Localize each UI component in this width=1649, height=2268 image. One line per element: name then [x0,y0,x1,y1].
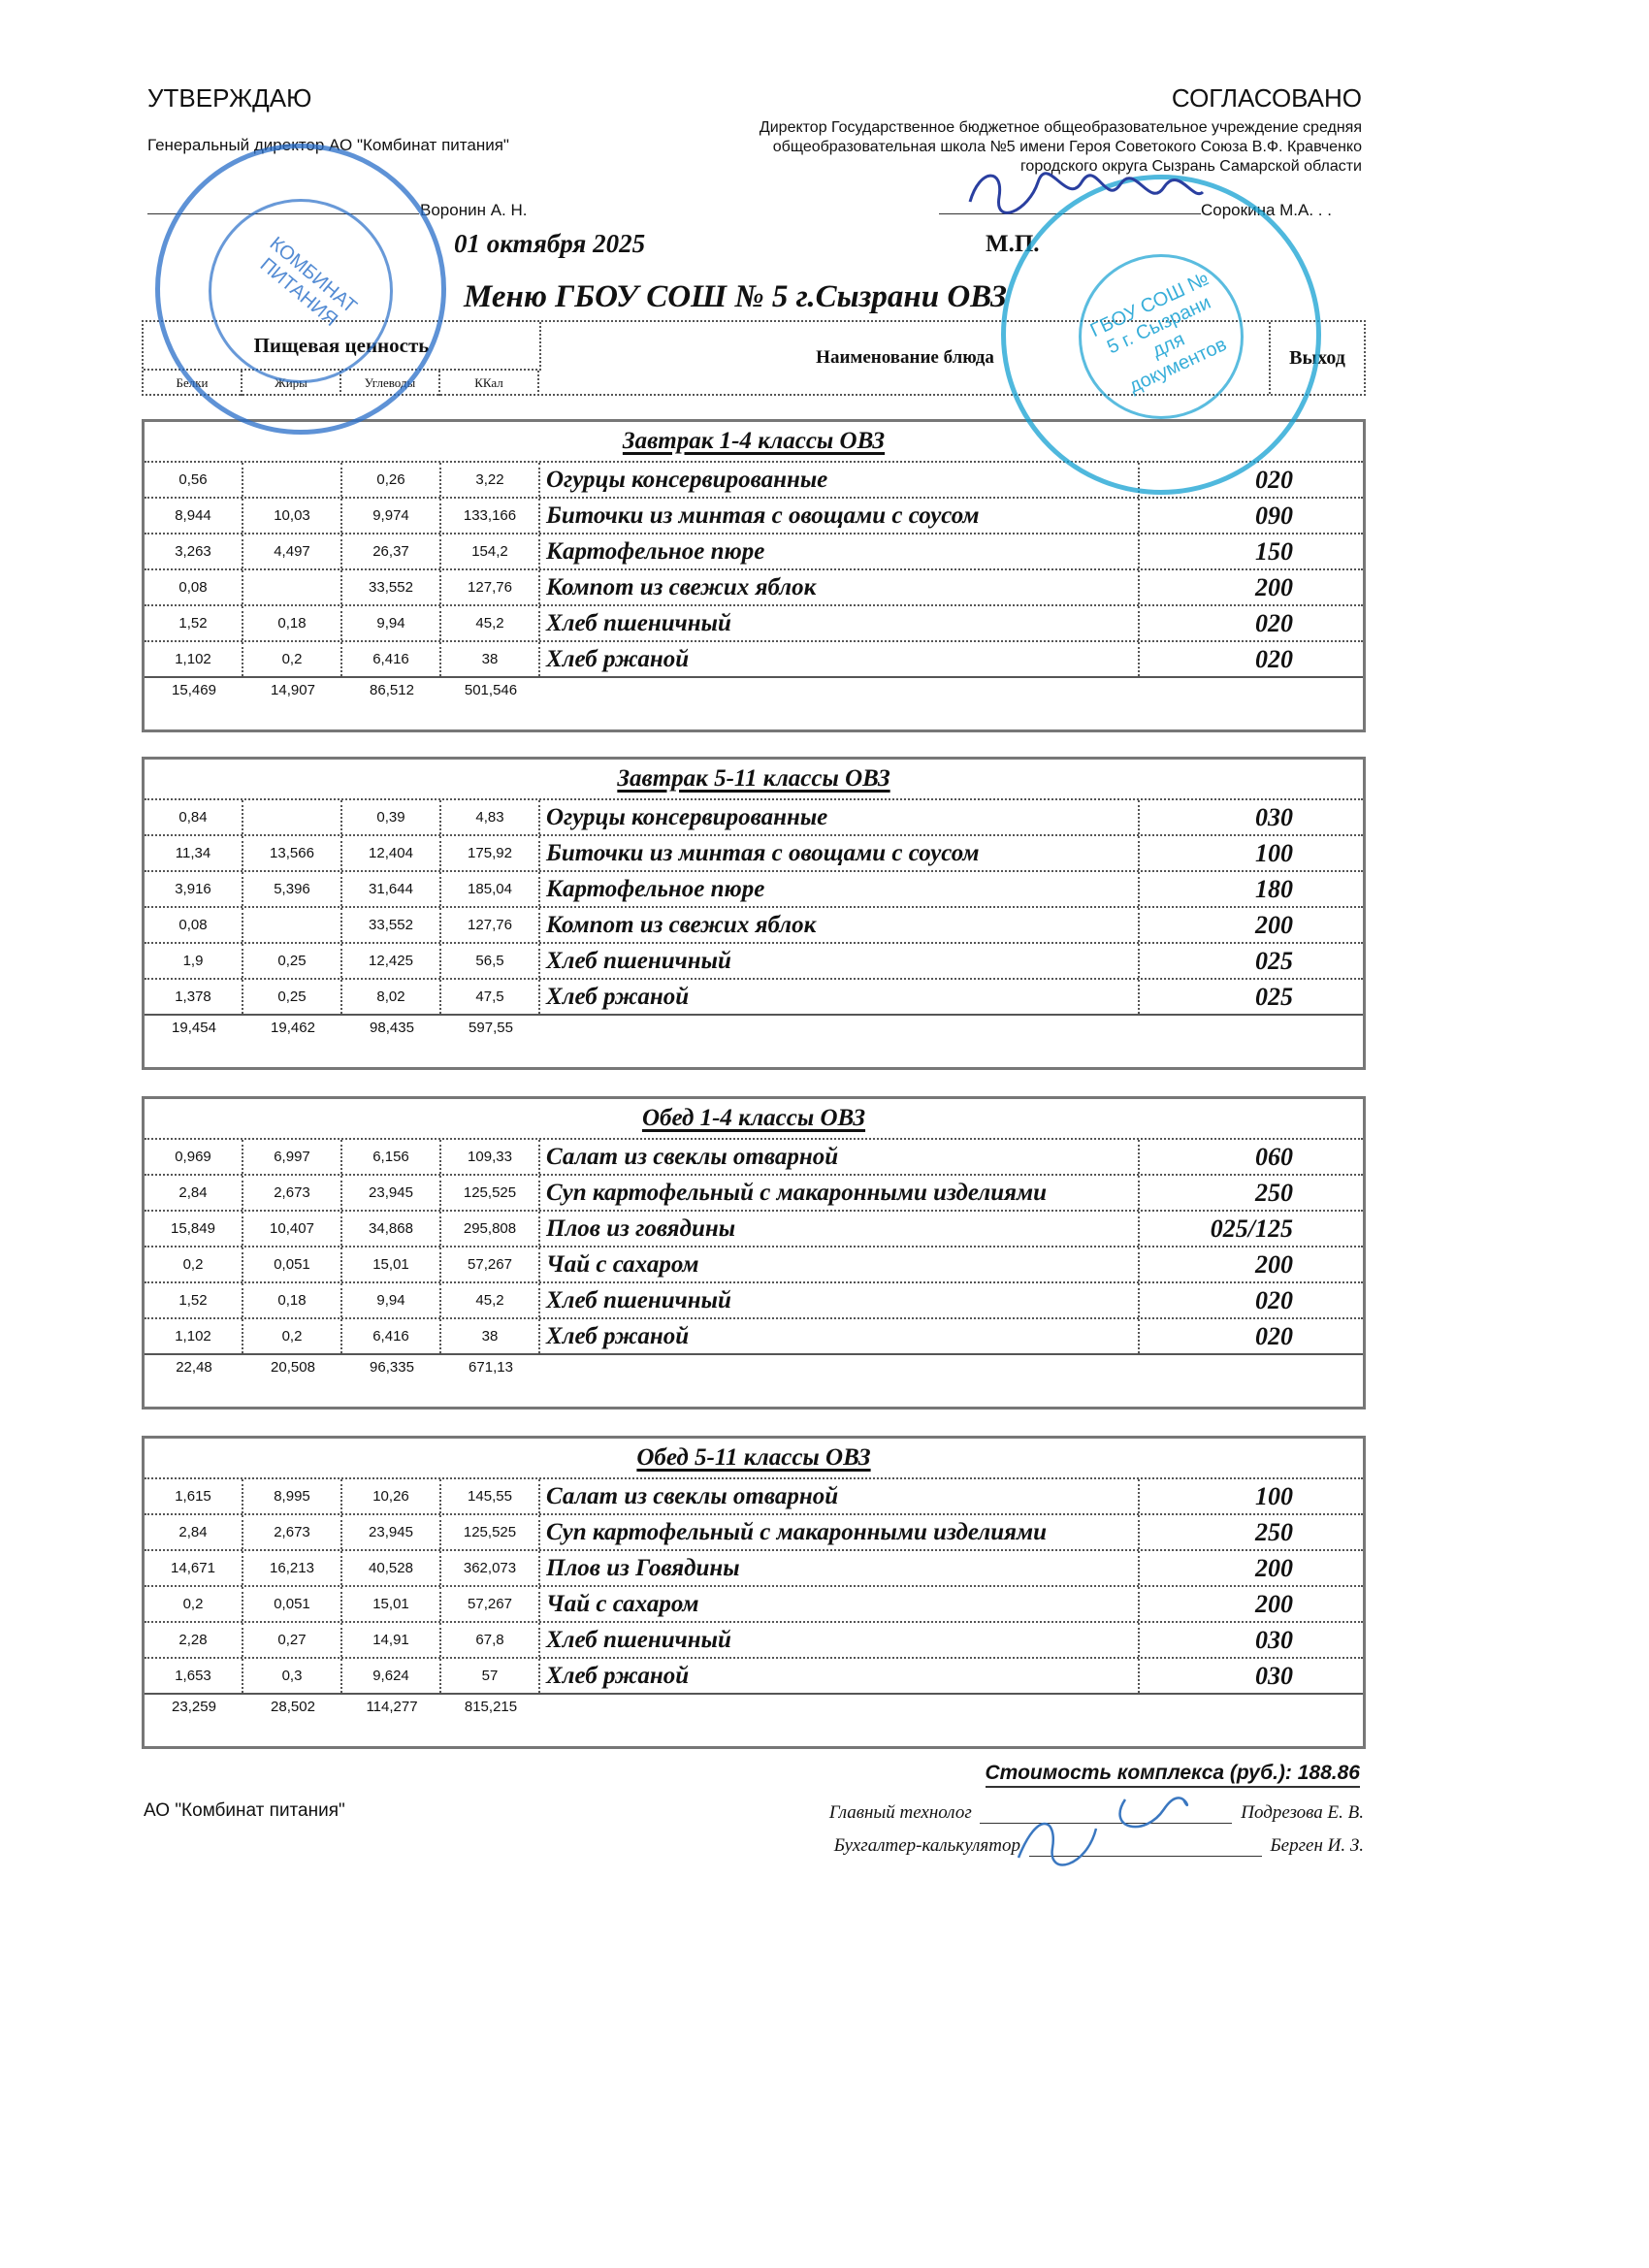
proteins-cell: 0,08 [145,908,243,942]
dish-name-cell: Чай с сахаром [540,1247,1140,1281]
output-cell: 030 [1255,1661,1293,1690]
fats-cell: 0,18 [243,1283,342,1317]
output-cell: 030 [1255,802,1293,831]
approve-signature-line [147,213,419,214]
company-stamp-text: КОМБИНАТ ПИТАНИЯ [255,233,361,331]
output-cell: 025 [1255,946,1293,975]
total-row [145,1353,1363,1407]
menu-row [145,604,1363,640]
dish-name-cell: Салат из свеклы отварной [540,1479,1140,1513]
kcal-cell: 38 [441,1319,540,1353]
fats-cell: 0,25 [243,980,342,1014]
carbs-cell: 6,156 [342,1140,441,1174]
menu-row [145,1657,1363,1693]
proteins-cell: 1,9 [145,944,243,978]
agree-signer-name: Сорокина М.А. . . [1201,201,1332,219]
output-cell: 180 [1255,874,1293,903]
proteins-cell: 15,849 [145,1212,243,1246]
carbs-cell: 33,552 [342,570,441,604]
kcal-cell: 4,83 [441,800,540,834]
carbs-cell: 6,416 [342,642,441,676]
fats-cell [243,908,342,942]
dish-name-cell: Хлеб пшеничный [540,606,1140,640]
agree-role-line: общеобразовательная школа №5 имени Героя Советокого Союза В.Ф. Кравченко [772,139,1362,155]
total-carbs: 86,512 [370,682,414,698]
header-fats: Жиры [242,371,341,396]
kcal-cell: 127,76 [441,570,540,604]
menu-row [145,568,1363,604]
fats-cell: 0,2 [243,642,342,676]
menu-row [145,1210,1363,1246]
dish-name-cell: Биточки из минтая с овощами с соусом [540,836,1140,870]
kcal-cell: 145,55 [441,1479,540,1513]
fats-cell: 0,18 [243,606,342,640]
carbs-cell: 9,94 [342,1283,441,1317]
fats-cell: 4,497 [243,535,342,568]
carbs-cell: 23,945 [342,1515,441,1549]
output-cell: 200 [1255,1553,1293,1582]
section-title-text: Завтрак 1-4 классы ОВЗ [622,428,886,454]
agree-role-line: Директор Государственное бюджетное общеобразовательное учреждение средняя [759,119,1362,136]
proteins-cell: 1,653 [145,1659,243,1693]
fats-cell: 0,051 [243,1247,342,1281]
carbs-cell: 26,37 [342,535,441,568]
output-cell: 020 [1255,1285,1293,1314]
kcal-cell: 45,2 [441,606,540,640]
carbs-cell: 31,644 [342,872,441,906]
kcal-cell: 57 [441,1659,540,1693]
carbs-cell: 15,01 [342,1247,441,1281]
output-cell: 025/125 [1210,1214,1293,1243]
kcal-cell: 57,267 [441,1247,540,1281]
fats-cell: 5,396 [243,872,342,906]
total-carbs: 114,277 [366,1699,418,1715]
menu-row [145,1621,1363,1657]
output-cell: 060 [1255,1142,1293,1171]
kcal-cell: 47,5 [441,980,540,1014]
total-fats: 20,508 [271,1359,315,1376]
total-carbs: 96,335 [370,1359,414,1376]
menu-row [145,497,1363,533]
proteins-cell: 0,969 [145,1140,243,1174]
menu-row [145,1138,1363,1174]
menu-row [145,461,1363,497]
header-dish-name: Наименование блюда [541,322,1271,394]
section-title-text: Обед 5-11 классы ОВЗ [636,1444,871,1471]
fats-cell: 16,213 [243,1551,342,1585]
menu-section-lunch-5-11 [142,1436,1366,1749]
total-proteins: 22,48 [176,1359,212,1376]
fats-cell: 10,407 [243,1212,342,1246]
proteins-cell: 1,102 [145,1319,243,1353]
total-kcal: 671,13 [469,1359,513,1376]
total-fats: 19,462 [271,1020,315,1036]
section-title-text: Обед 1-4 классы ОВЗ [641,1105,866,1131]
kcal-cell: 133,166 [441,499,540,533]
proteins-cell: 14,671 [145,1551,243,1585]
school-stamp-text: ГБОУ СОШ № 5 г. Сызрани для документов [1086,268,1231,398]
kcal-cell: 185,04 [441,872,540,906]
carbs-cell: 0,26 [342,463,441,497]
dish-name-cell: Хлеб ржаной [540,980,1140,1014]
total-row-fill [540,676,1363,729]
total-carbs: 98,435 [370,1020,414,1036]
proteins-cell: 0,2 [145,1247,243,1281]
fats-cell: 0,25 [243,944,342,978]
dish-name-cell: Хлеб ржаной [540,1659,1140,1693]
carbs-cell: 33,552 [342,908,441,942]
total-row [145,676,1363,729]
section-title-text: Завтрак 5-11 классы ОВЗ [617,765,890,792]
menu-row [145,906,1363,942]
carbs-cell: 12,404 [342,836,441,870]
director-signature-icon [960,163,1212,221]
menu-row [145,1246,1363,1281]
dish-name-cell: Чай с сахаром [540,1587,1140,1621]
carbs-cell: 14,91 [342,1623,441,1657]
menu-row [145,1513,1363,1549]
dish-name-cell: Огурцы консервированные [540,800,1140,834]
kcal-cell: 45,2 [441,1283,540,1317]
kcal-cell: 125,525 [441,1515,540,1549]
carbs-cell: 15,01 [342,1587,441,1621]
kcal-cell: 127,76 [441,908,540,942]
agree-role-line: городского округа Сызрань Самарской области [1019,158,1362,175]
output-cell: 150 [1255,536,1293,566]
kcal-cell: 295,808 [441,1212,540,1246]
section-title [145,1439,1363,1477]
menu-title: Меню ГБОУ СОШ № 5 г.Сызрани ОВЗ [464,279,1007,314]
proteins-cell: 8,944 [145,499,243,533]
carbs-cell: 23,945 [342,1176,441,1210]
fats-cell: 6,997 [243,1140,342,1174]
output-cell: 200 [1255,1589,1293,1618]
total-row-fill [540,1014,1363,1067]
proteins-cell: 1,52 [145,606,243,640]
dish-name-cell: Хлеб пшеничный [540,944,1140,978]
menu-row [145,640,1363,676]
menu-row [145,1317,1363,1353]
output-cell: 020 [1255,644,1293,673]
kcal-cell: 175,92 [441,836,540,870]
output-cell: 025 [1255,982,1293,1011]
fats-cell [243,570,342,604]
fats-cell [243,800,342,834]
menu-row [145,978,1363,1014]
carbs-cell: 34,868 [342,1212,441,1246]
proteins-cell: 2,84 [145,1515,243,1549]
proteins-cell: 0,2 [145,1587,243,1621]
dish-name-cell: Компот из свежих яблок [540,570,1140,604]
dish-name-cell: Плов из Говядины [540,1551,1140,1585]
total-kcal: 815,215 [464,1699,518,1715]
total-kcal: 501,546 [464,682,518,698]
kcal-cell: 154,2 [441,535,540,568]
dish-name-cell: Картофельное пюре [540,535,1140,568]
header-nutrition: Пищевая ценность [144,322,541,371]
kcal-cell: 38 [441,642,540,676]
output-cell: 020 [1255,1321,1293,1350]
kcal-cell: 109,33 [441,1140,540,1174]
carbs-cell: 9,974 [342,499,441,533]
fats-cell: 8,995 [243,1479,342,1513]
approve-signer-name: Воронин А. Н. [420,201,528,219]
dish-name-cell: Суп картофельный с макаронными изделиями [540,1176,1140,1210]
proteins-cell: 0,08 [145,570,243,604]
dish-name-cell: Хлеб ржаной [540,1319,1140,1353]
output-cell: 100 [1255,838,1293,867]
technologist-signature-icon [999,1790,1212,1877]
dish-name-cell: Компот из свежих яблок [540,908,1140,942]
fats-cell: 2,673 [243,1515,342,1549]
proteins-cell: 1,615 [145,1479,243,1513]
total-row [145,1693,1363,1746]
proteins-cell: 1,378 [145,980,243,1014]
total-row-fill [540,1353,1363,1407]
output-cell: 100 [1255,1481,1293,1510]
kcal-cell: 56,5 [441,944,540,978]
approve-role: Генеральный директор АО "Комбинат питания" [147,136,509,154]
menu-row [145,1174,1363,1210]
dish-name-cell: Салат из свеклы отварной [540,1140,1140,1174]
section-title [145,422,1363,461]
dish-name-cell: Хлеб пшеничный [540,1283,1140,1317]
proteins-cell: 2,84 [145,1176,243,1210]
output-cell: 090 [1255,501,1293,530]
menu-row [145,1549,1363,1585]
fats-cell: 13,566 [243,836,342,870]
kcal-cell: 67,8 [441,1623,540,1657]
kcal-cell: 3,22 [441,463,540,497]
menu-row [145,870,1363,906]
output-cell: 200 [1255,1249,1293,1279]
carbs-cell: 40,528 [342,1551,441,1585]
footer-company: АО "Комбинат питания" [144,1800,345,1821]
fats-cell: 0,2 [243,1319,342,1353]
document-date: 01 октября 2025 [454,229,646,258]
column-header [142,320,1366,396]
menu-row [145,798,1363,834]
dish-name-cell: Картофельное пюре [540,872,1140,906]
menu-row [145,1281,1363,1317]
output-cell: 030 [1255,1625,1293,1654]
dish-name-cell: Биточки из минтая с овощами с соусом [540,499,1140,533]
carbs-cell: 0,39 [342,800,441,834]
proteins-cell: 3,263 [145,535,243,568]
carbs-cell: 12,425 [342,944,441,978]
output-cell: 250 [1255,1178,1293,1207]
seal-mark: М.П. [986,231,1040,257]
carbs-cell: 9,624 [342,1659,441,1693]
section-title [145,760,1363,798]
total-row [145,1014,1363,1067]
total-fats: 14,907 [271,682,315,698]
output-cell: 200 [1255,572,1293,601]
menu-row [145,533,1363,568]
header-carbs: Углеводы [341,371,440,396]
carbs-cell: 10,26 [342,1479,441,1513]
proteins-cell: 11,34 [145,836,243,870]
dish-name-cell: Хлеб пшеничный [540,1623,1140,1657]
total-fats: 28,502 [271,1699,315,1715]
complex-cost: Стоимость комплекса (руб.): 188.86 [986,1762,1360,1788]
proteins-cell: 3,916 [145,872,243,906]
output-cell: 020 [1255,608,1293,637]
total-proteins: 23,259 [172,1699,216,1715]
tech-name: Подрезова Е. В. [1241,1802,1364,1823]
tech-role: Главный технолог [828,1802,972,1823]
dish-name-cell: Огурцы консервированные [540,463,1140,497]
output-cell: 250 [1255,1517,1293,1546]
header-kcal: ККал [440,371,539,396]
fats-cell: 0,3 [243,1659,342,1693]
menu-row [145,834,1363,870]
dish-name-cell: Суп картофельный с макаронными изделиями [540,1515,1140,1549]
dish-name-cell: Плов из говядины [540,1212,1140,1246]
total-row-fill [540,1693,1363,1746]
agree-heading: СОГЛАСОВАНО [1171,83,1362,113]
fats-cell [243,463,342,497]
menu-row [145,1477,1363,1513]
fats-cell: 0,051 [243,1587,342,1621]
fats-cell: 2,673 [243,1176,342,1210]
carbs-cell: 8,02 [342,980,441,1014]
output-cell: 200 [1255,910,1293,939]
accountant-role: Бухгалтер-калькулятор [833,1835,1020,1856]
proteins-cell: 0,56 [145,463,243,497]
proteins-cell: 0,84 [145,800,243,834]
total-proteins: 19,454 [172,1020,216,1036]
fats-cell: 10,03 [243,499,342,533]
accountant-name: Берген И. З. [1270,1835,1364,1856]
proteins-cell: 2,28 [145,1623,243,1657]
menu-section-breakfast-5-11 [142,757,1366,1070]
menu-row [145,1585,1363,1621]
proteins-cell: 1,102 [145,642,243,676]
carbs-cell: 9,94 [342,606,441,640]
total-kcal: 597,55 [469,1020,513,1036]
kcal-cell: 125,525 [441,1176,540,1210]
output-cell: 020 [1255,465,1293,494]
kcal-cell: 362,073 [441,1551,540,1585]
approve-heading: УТВЕРЖДАЮ [147,83,312,113]
kcal-cell: 57,267 [441,1587,540,1621]
header-output: Выход [1289,346,1345,369]
proteins-cell: 1,52 [145,1283,243,1317]
menu-row [145,942,1363,978]
total-proteins: 15,469 [172,682,216,698]
dish-name-cell: Хлеб ржаной [540,642,1140,676]
menu-section-lunch-1-4 [142,1096,1366,1409]
header-proteins: Белки [144,371,242,396]
carbs-cell: 6,416 [342,1319,441,1353]
fats-cell: 0,27 [243,1623,342,1657]
menu-section-breakfast-1-4 [142,419,1366,732]
section-title [145,1099,1363,1138]
